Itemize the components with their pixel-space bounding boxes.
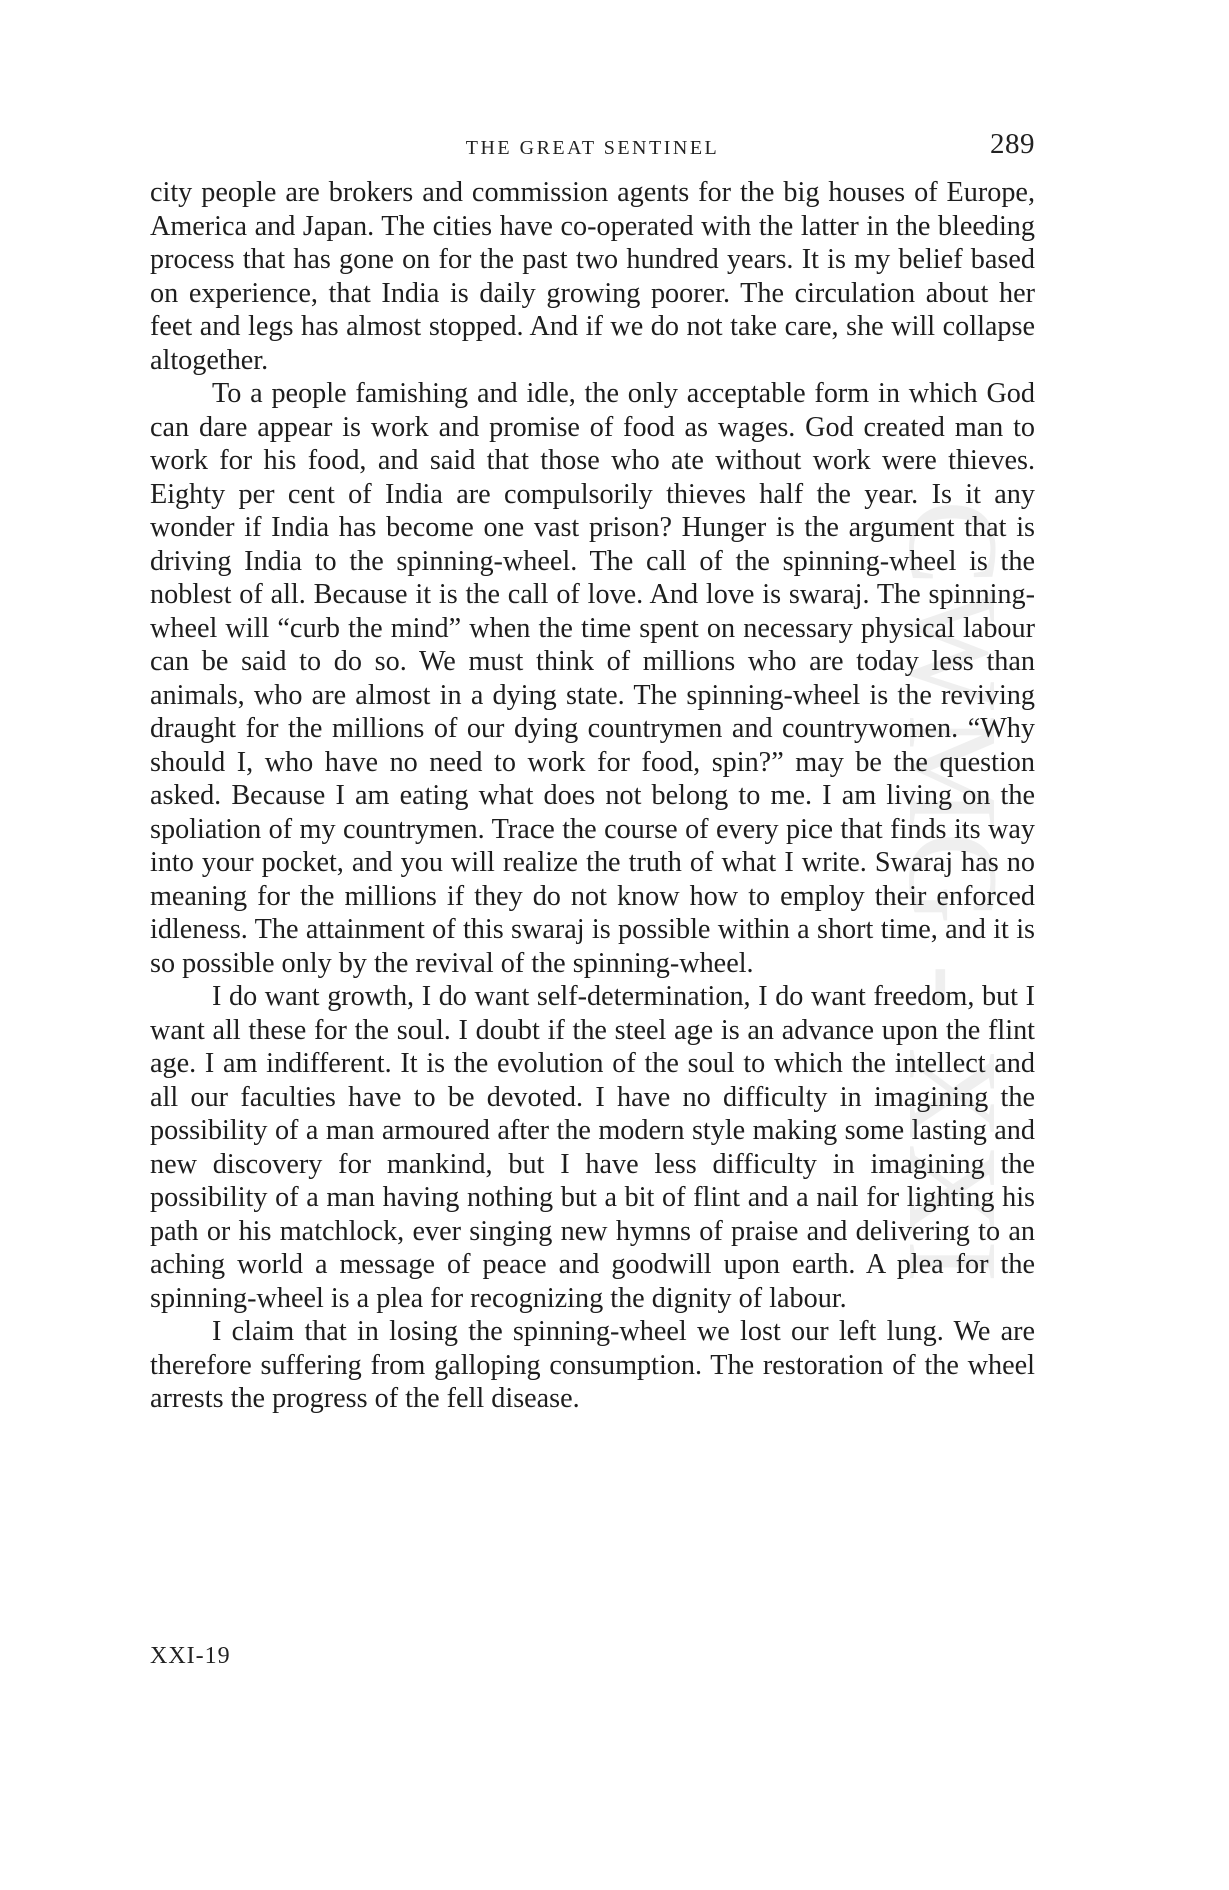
- paragraph: I claim that in losing the spinning-wheel we lost our left lung. We are therefore suffering from galloping consumption. The restoration of the wheel arrests the progress of the fell disease.: [150, 1316, 1035, 1414]
- page-number: 289: [990, 128, 1035, 160]
- paragraph: I do want growth, I do want self-determination, I do want freedom, but I want all these for the soul. I doubt if the steel age is an advance upon the flint age. I am indifferent. It is the evolution of the soul to which the intellect and all our faculties have to be devoted. I have no difficulty in imagining the possibility of a man armoured after the modern style making some lasting and new discovery for mankind, but I have less difficulty in imagining the possibility of a man having nothing but a bit of flint and a nail for lighting his path or his matchlock, ever singing new hymns of praise and delivering to an aching world a message of peace and goodwill upon earth. A plea for the spinning-wheel is a plea for recognizing the dignity of labour.: [150, 981, 1035, 1314]
- watermark: CWMG - XXI: [882, 500, 1024, 1287]
- signature-mark: XXI-19: [150, 1643, 231, 1669]
- paragraph: To a people famishing and idle, the only acceptable form in which God can dare appear is work and promise of food as wages. God created man to work for his food, and said that those who ate without work were thieves. Eighty per cent of India are compulsorily thieves half the year. Is it any wonder if India has become one vast prison? Hunger is the argument that is driving India to the spinning-wheel. The call of the spinning-wheel is the noblest of all. Because it is the call of love. And love is swaraj. The spinning-wheel will “curb the mind” when the time spent on necessary physical labour can be said to do so. We must think of millions who are today less than animals, who are almost in a dying state. The spinning-wheel is the reviving draught for the millions of our dying countrymen and countrywomen. “Why should I, who have no need to work for food, spin?” may be the question asked. Because I am eating what does not belong to me. I am living on the spoliation of my countrymen. Trace the course of every pice that finds its way into your pocket, and you will realize the truth of what I write. Swaraj has no meaning for the millions if they do not know how to employ their enforced idleness. The attainment of this swaraj is possible within a short time, and it is so possible only by the revival of the spinning-wheel.: [150, 378, 1035, 979]
- running-head: [150, 128, 1035, 168]
- running-title: THE GREAT SENTINEL: [465, 137, 720, 159]
- paragraph: city people are brokers and commission agents for the big houses of Europe, America and Japan. The cities have co-operated with the latter in the bleeding process that has gone on for the past two hundred years. It is my belief based on experience, that India is daily growing poorer. The circulation about her feet and legs has almost stopped. And if we do not take care, she will collapse altogether.: [150, 177, 1035, 376]
- body-text: [150, 176, 1035, 1416]
